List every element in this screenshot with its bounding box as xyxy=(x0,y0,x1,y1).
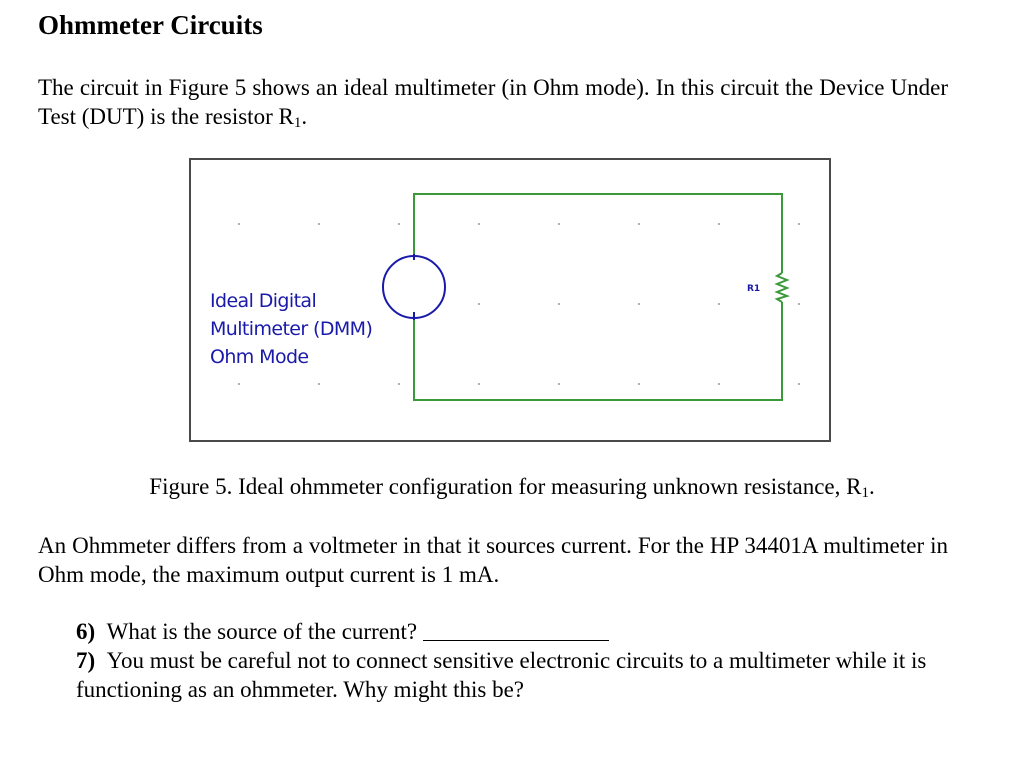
resistor-label: R1 xyxy=(747,284,761,294)
dmm-label xyxy=(210,287,372,371)
caption-text: Figure 5. Ideal ohmmeter configuration for measuring unknown resistance, R xyxy=(149,474,862,499)
dmm-symbol xyxy=(383,254,445,320)
question-list xyxy=(76,617,956,704)
question-6 xyxy=(76,617,956,646)
wires xyxy=(414,194,782,400)
intro-paragraph xyxy=(38,73,948,138)
dmm-label-line-3: Ohm Mode xyxy=(210,346,309,368)
intro-text: The circuit in Figure 5 shows an ideal multimeter (in Ohm mode). In this circuit the Device Under Test (DUT) is the resistor R xyxy=(38,75,948,129)
caption-subscript: 1 xyxy=(861,485,869,501)
resistor-symbol xyxy=(777,273,787,302)
question-number: 7) xyxy=(76,648,96,673)
question-text: What is the source of the current? xyxy=(106,619,418,644)
ohmmeter-paragraph: An Ohmmeter differs from a voltmeter in that it sources current. For the HP 34401A multimeter in Ohm mode, the maximum output current is 1 mA. xyxy=(38,533,948,587)
question-number: 6) xyxy=(76,619,96,644)
dmm-label-line-1: Ideal Digital xyxy=(210,290,317,312)
question-text: You must be careful not to connect sensitive electronic circuits to a multimeter while it is functioning as an ohmmeter. Why might this be? xyxy=(76,648,927,702)
page-title: Ohmmeter Circuits xyxy=(38,10,263,40)
caption-end: . xyxy=(868,474,875,499)
circuit-figure xyxy=(189,158,831,442)
question-7 xyxy=(76,646,956,704)
intro-end: . xyxy=(301,104,308,129)
intro-subscript: 1 xyxy=(293,115,302,131)
answer-blank[interactable] xyxy=(423,618,609,641)
figure-caption xyxy=(0,474,1024,502)
dmm-label-line-2: Multimeter (DMM) xyxy=(210,318,373,340)
